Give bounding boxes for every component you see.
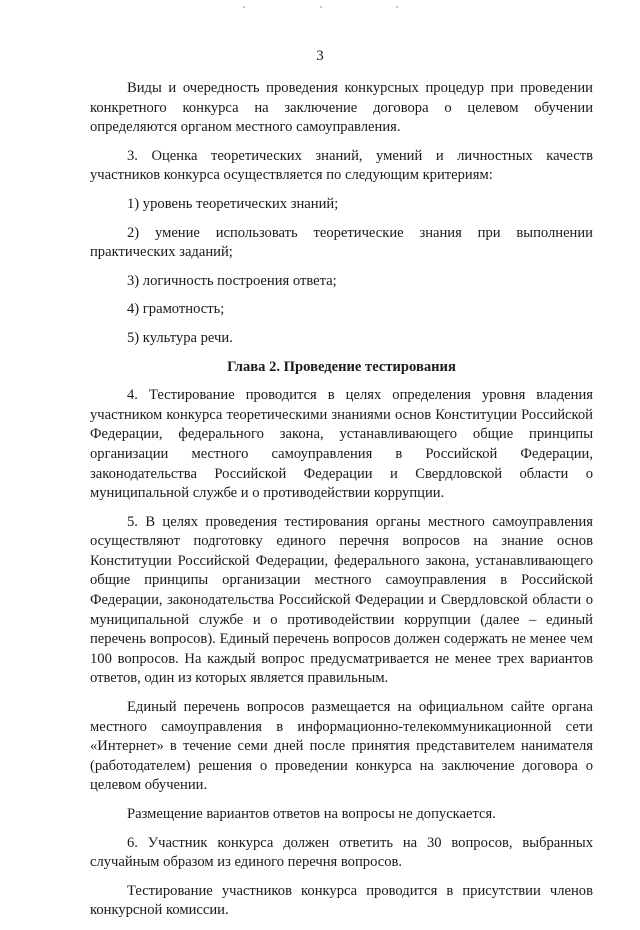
chapter-heading: Глава 2. Проведение тестирования [227,358,456,375]
document-body [90,79,593,930]
scan-mark-top [320,6,322,8]
paragraph: 6. Участник конкурса должен ответить на 30 вопросов, выбранных случайным образом из единого перечня вопросов. [90,834,593,871]
paragraph: 5. В целях проведения тестирования органы местного самоуправления осуществляют подготовку единого перечня вопросов на знание основ Конституции Российской Федерации, федерального закона, устанавливающего общие принципы организации местного самоуправления в Российской Федерации, законодательства Российской Федерации и Свердловской области о муниципальной службе и о противодействии коррупции (далее – единый перечень вопросов). Единый перечень вопросов должен содержать не менее чем 100 вопросов. На каждый вопрос предусматривается не менее трех вариантов ответов, один из которых является правильным. [90,513,593,687]
page-number: 3 [316,48,324,64]
scan-mark-top [243,6,245,8]
paragraph: 4. Тестирование проводится в целях определения уровня владения участником конкурса теоретическими знаниями основ Конституции Российской Федерации, федерального закона, устанавливающего общие принципы организации местного самоуправления в Российской Федерации, законодательства Российской Федерации и Свердловской области о муниципальной службе и о противодействии коррупции. [90,387,593,502]
scan-mark-top [396,6,398,8]
list-item: 4) грамотность; [127,301,225,318]
paragraph: Единый перечень вопросов размещается на официальном сайте органа местного самоуправления в информационно-телекоммуникационной сети «Интернет» в течение семи дней после принятия представителем нанимателя (работодателем) решения о проведении конкурса на заключение договора о целевом обучении. [90,699,593,794]
list-item: 2) умение использовать теоретические знания при выполнении практических заданий; [90,224,593,261]
paragraph: 3. Оценка теоретических знаний, умений и личностных качеств участников конкурса осуществляется по следующим критериям: [90,147,593,184]
list-item: 1) уровень теоретических знаний; [127,195,339,212]
list-item: 5) культура речи. [127,329,233,346]
list-item: 3) логичность построения ответа; [127,272,337,289]
paragraph: Тестирование участников конкурса проводится в присутствии членов конкурсной комиссии. [90,882,593,919]
paragraph: Виды и очередность проведения конкурсных процедур при проведении конкретного конкурса на заключение договора о целевом обучении определяются органом местного самоуправления. [90,80,593,136]
paragraph: Размещение вариантов ответов на вопросы не допускается. [127,806,496,822]
